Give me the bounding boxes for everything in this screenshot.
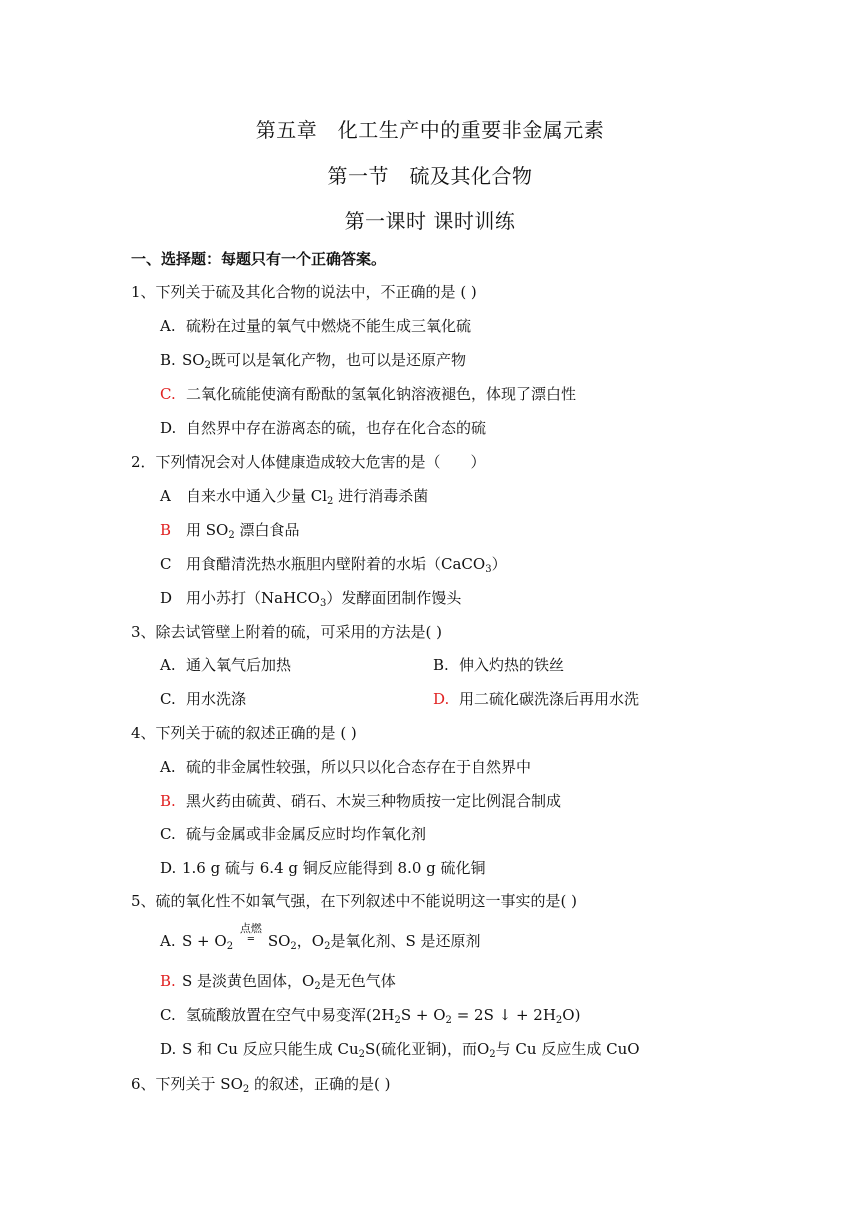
question-2-stem: 2．下列情况会对人体健康造成较大危害的是（ ） <box>131 453 486 471</box>
option-label: C. <box>160 825 176 843</box>
option-text: ，O <box>296 932 325 950</box>
q3-option-a <box>160 654 291 675</box>
option-text: 进行消毒杀菌 <box>333 487 429 505</box>
option-label: B. <box>160 351 176 369</box>
option-label: D. <box>160 859 177 877</box>
option-text: ） <box>491 555 507 573</box>
option-text: 用食醋清洗热水瓶胆内壁附着的水垢（CaCO <box>186 555 486 573</box>
option-text: 1.6 g 硫与 6.4 g 铜反应能得到 8.0 g 硫化铜 <box>182 859 486 877</box>
q4-option-b <box>160 790 561 811</box>
option-text: 是氧化剂、S 是还原剂 <box>330 932 481 950</box>
question-6-stem <box>131 1073 391 1094</box>
option-label: C. <box>160 690 176 708</box>
option-label: D <box>160 589 173 607</box>
option-text: S 和 Cu 反应只能生成 Cu <box>182 1040 359 1058</box>
option-text: 用二硫化碳洗涤后再用水洗 <box>459 690 640 708</box>
subscript: 2 <box>445 1015 452 1026</box>
option-text: 通入氧气后加热 <box>186 656 292 674</box>
q5-option-b <box>160 970 396 991</box>
subscript: 2 <box>228 530 235 541</box>
subscript: 2 <box>226 941 234 952</box>
q1-option-c <box>160 383 576 404</box>
subscript: 2 <box>314 981 321 992</box>
option-label-answer: B <box>160 521 172 539</box>
option-text: 黑火药由硫黄、硝石、木炭三种物质按一定比例混合制成 <box>186 792 562 810</box>
subscript: 2 <box>489 1049 496 1060</box>
option-text: 是无色气体 <box>320 972 396 990</box>
subscript: 2 <box>327 496 334 507</box>
q1-option-b <box>160 349 466 370</box>
option-text: 伸入灼热的铁丝 <box>459 656 565 674</box>
option-label: C. <box>160 1006 176 1024</box>
option-text: 用小苏打（NaHCO <box>186 589 320 607</box>
q2-option-a <box>160 485 428 506</box>
option-text: 自来水中通入少量 Cl <box>186 487 328 505</box>
option-label: C <box>160 555 172 573</box>
subscript: 2 <box>204 360 211 371</box>
option-text: S 是淡黄色固体，O <box>182 972 315 990</box>
option-text: S + O <box>182 932 227 950</box>
q1-option-a <box>160 315 471 336</box>
stem-text: 的叙述，正确的是( ) <box>249 1075 391 1093</box>
subscript: 2 <box>290 941 297 952</box>
q5-option-c <box>160 1004 580 1025</box>
option-label-answer: B. <box>160 792 176 810</box>
option-label: D. <box>160 1040 177 1058</box>
q4-option-c <box>160 823 426 844</box>
option-label: A. <box>160 656 176 674</box>
option-text: 硫的非金属性较强，所以只以化合态存在于自然界中 <box>186 758 532 776</box>
option-text: 硫与金属或非金属反应时均作氧化剂 <box>186 825 427 843</box>
part-heading: 一、选择题：每题只有一个正确答案。 <box>131 250 387 268</box>
section-title: 第一节 硫及其化合物 <box>327 164 533 188</box>
subscript: 2 <box>555 1015 563 1026</box>
option-text: 自然界中存在游离态的硫，也存在化合态的硫 <box>186 419 487 437</box>
condition-text: 点燃 <box>239 922 262 935</box>
question-4-stem: 4、下列关于硫的叙述正确的是 ( ) <box>131 724 357 742</box>
stem-text: 6、下列关于 SO <box>131 1075 243 1093</box>
subscript: 2 <box>324 941 331 952</box>
option-text: = 2S ↓ + 2H <box>451 1006 556 1024</box>
subscript: 2 <box>394 1015 401 1026</box>
option-label: A. <box>160 317 176 335</box>
option-label: D. <box>160 419 177 437</box>
question-5-stem: 5、硫的氧化性不如氧气强，在下列叙述中不能说明这一事实的是( ) <box>131 892 578 910</box>
q4-option-a <box>160 756 531 777</box>
question-3-stem: 3、除去试管壁上附着的硫，可采用的方法是( ) <box>131 623 443 641</box>
q5-option-a <box>160 922 481 952</box>
option-text: 硫粉在过量的氧气中燃烧不能生成三氧化硫 <box>186 317 472 335</box>
q5-option-d <box>160 1038 640 1059</box>
chapter-title: 第五章 化工生产中的重要非金属元素 <box>255 118 605 142</box>
option-label: A <box>160 487 171 505</box>
option-text: 用 SO <box>186 521 229 539</box>
option-text: S + O <box>400 1006 446 1024</box>
option-label-answer: B. <box>160 972 176 990</box>
option-text: 二氧化硫能使滴有酚酞的氢氧化钠溶液褪色，体现了漂白性 <box>186 385 577 403</box>
subscript: 2 <box>242 1084 250 1095</box>
option-text: ）发酵面团制作馒头 <box>326 589 462 607</box>
q3-option-c <box>160 688 246 709</box>
option-text: O) <box>562 1006 581 1024</box>
equals-sign: ═ <box>247 934 254 945</box>
q4-option-d <box>160 857 486 878</box>
q2-option-d <box>160 587 461 608</box>
option-text: SO <box>267 932 291 950</box>
option-label: A. <box>160 758 176 776</box>
option-text: SO <box>182 351 205 369</box>
question-1-stem: 1、下列关于硫及其化合物的说法中，不正确的是 ( ) <box>131 283 477 301</box>
q2-option-b <box>160 519 300 540</box>
option-text: 漂白食品 <box>234 521 300 539</box>
option-label: B. <box>433 656 449 674</box>
q3-option-d <box>433 688 639 709</box>
option-text: S(硫化亚铜)，而O <box>365 1040 490 1058</box>
q2-option-c <box>160 553 507 574</box>
option-text: 氢硫酸放置在空气中易变浑(2H <box>186 1006 395 1024</box>
reaction-condition <box>238 922 268 946</box>
subscript: 3 <box>319 598 327 609</box>
q1-option-d <box>160 417 486 438</box>
option-text: 与 Cu 反应生成 CuO <box>495 1040 640 1058</box>
option-text: 既可以是氧化产物，也可以是还原产物 <box>210 351 466 369</box>
option-text: 用水洗涤 <box>186 690 247 708</box>
subscript: 3 <box>485 564 492 575</box>
subscript: 2 <box>358 1049 365 1060</box>
q3-option-b <box>433 654 564 675</box>
option-label: A. <box>160 932 176 950</box>
option-label-answer: D. <box>433 690 450 708</box>
option-label-answer: C. <box>160 385 176 403</box>
lesson-title: 第一课时 课时训练 <box>344 209 516 233</box>
